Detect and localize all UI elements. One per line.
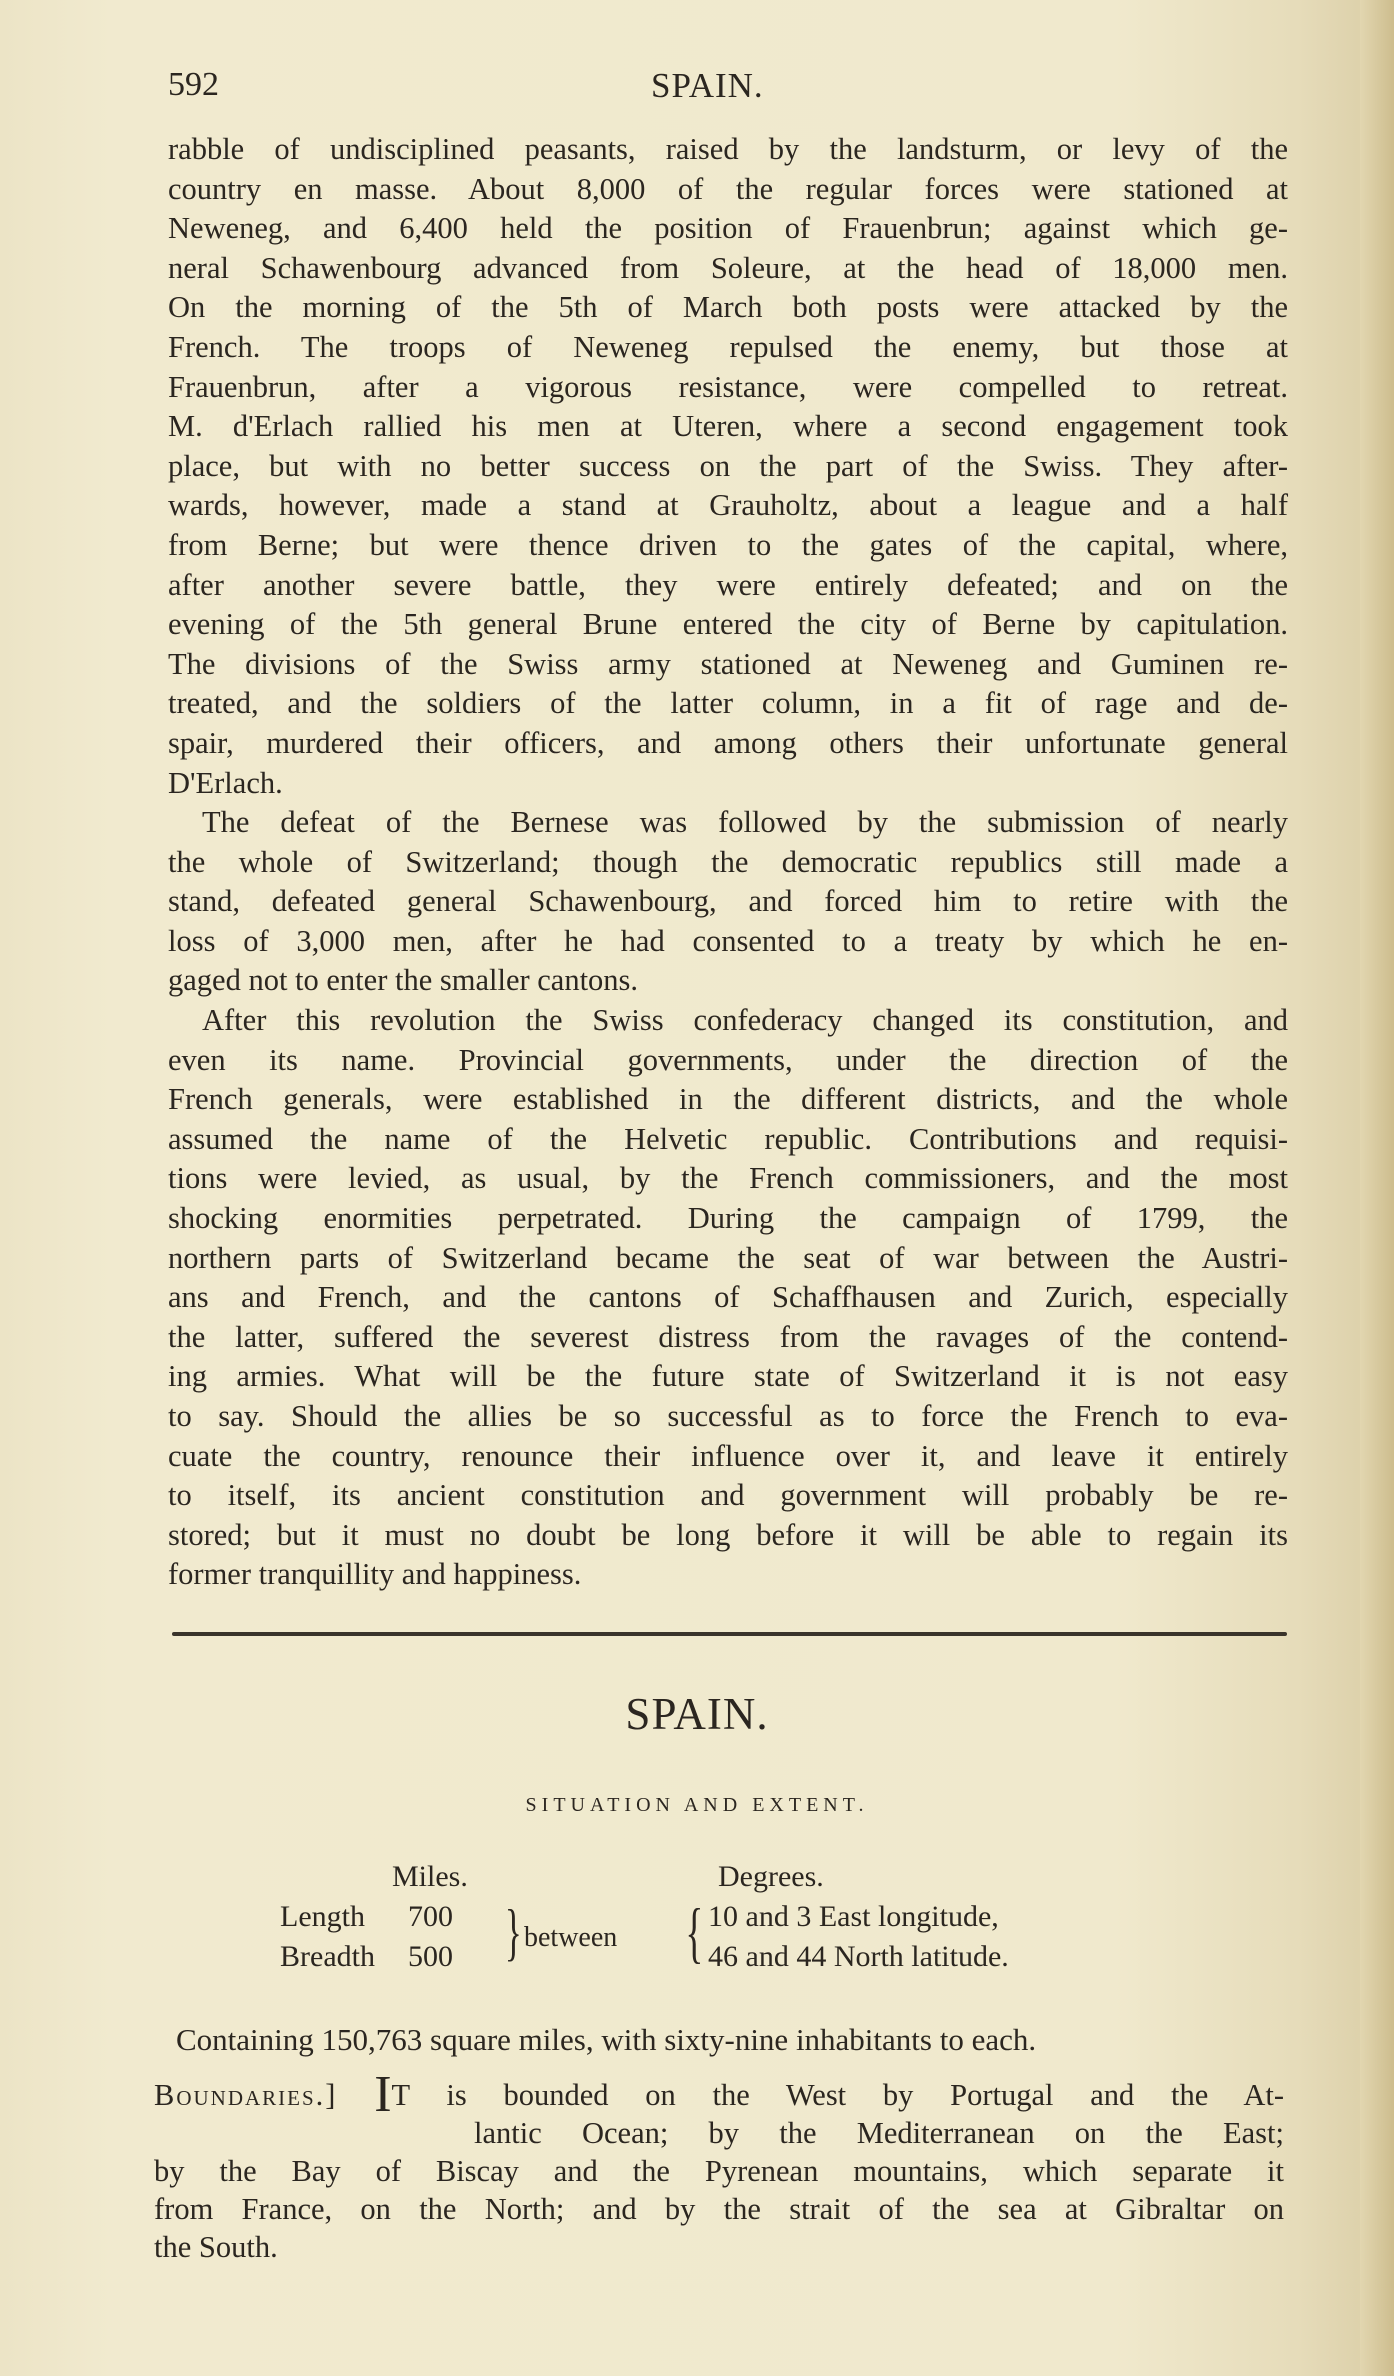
text-line: to itself, its ancient constitution and government will probably be re- <box>168 1478 1288 1513</box>
text-line: country en masse. About 8,000 of the regular forces were stationed at <box>168 171 1288 206</box>
text-line: D'Erlach. <box>168 765 283 800</box>
latitude-range: 46 and 44 North latitude. <box>708 1940 1009 1973</box>
length-miles: 700 <box>408 1900 453 1933</box>
paragraph-2 <box>168 803 1288 1001</box>
text-line: cuate the country, renounce their influence over it, and leave it entirely <box>168 1438 1288 1473</box>
text-line: the latter, suffered the severest distress from the ravages of the contend- <box>168 1319 1288 1354</box>
breadth-label: Breadth <box>280 1940 375 1973</box>
between-label: between <box>524 1922 618 1953</box>
text-line: ans and French, and the cantons of Schaffhausen and Zurich, especially <box>168 1280 1288 1315</box>
text-line <box>154 2066 1284 2123</box>
length-label: Length <box>280 1900 365 1933</box>
text-line: evening of the 5th general Brune entered the city of Berne by capitulation. <box>168 607 1288 642</box>
text-line: French generals, were established in the different districts, and the whole <box>168 1082 1288 1117</box>
text-line: The divisions of the Swiss army stationed at Neweneg and Guminen re- <box>168 646 1288 681</box>
text-line: rabble of undisciplined peasants, raised by the landsturm, or levy of the <box>168 132 1288 166</box>
text-line: gaged not to enter the smaller cantons. <box>168 963 639 998</box>
boundaries-paragraph <box>154 2066 1284 2266</box>
text-line: spair, murdered their officers, and among others their unfortunate general <box>168 725 1288 760</box>
boundaries-line-1: T is bounded on the West by Portugal and the At- <box>391 2078 1284 2112</box>
text-line: treated, and the soldiers of the latter column, in a fit of rage and de- <box>168 686 1288 721</box>
text-line: On the morning of the 5th of March both posts were attacked by the <box>168 290 1288 325</box>
section-divider <box>172 1632 1287 1636</box>
text-line: tions were levied, as usual, by the French commissioners, and the most <box>168 1161 1288 1196</box>
page-number: 592 <box>168 66 219 103</box>
text-line: stand, defeated general Schawenbourg, and forced him to retire with the <box>168 884 1288 919</box>
text-line: even its name. Provincial governments, under the direction of the <box>168 1042 1288 1077</box>
paragraph-1 <box>168 130 1288 803</box>
text-line: from Berne; but were thence driven to the gates of the capital, where, <box>168 527 1288 562</box>
text-line: Neweneg, and 6,400 held the position of Frauenbrun; against which ge- <box>168 211 1288 246</box>
text-line: to say. Should the allies be so successful as to force the French to eva- <box>168 1399 1288 1433</box>
area-statement: Containing 150,763 square miles, with sixty-nine inhabitants to each. <box>176 2022 1037 2057</box>
page-edge <box>1360 0 1394 2376</box>
text-line: former tranquillity and happiness. <box>168 1557 582 1592</box>
body-text <box>168 130 1288 1595</box>
text-line: shocking enormities perpetrated. During the campaign of 1799, the <box>168 1201 1288 1236</box>
text-line: The defeat of the Bernese was followed by the submission of nearly <box>202 805 1288 840</box>
text-line: assumed the name of the Helvetic republic. Contributions and requisi- <box>168 1121 1288 1156</box>
section-heading: SPAIN. <box>625 1689 769 1739</box>
text-line: ing armies. What will be the future state of Switzerland it is not easy <box>168 1359 1288 1394</box>
text-line: wards, however, made a stand at Grauholtz, about a league and a half <box>168 488 1288 523</box>
paragraph-3 <box>168 1001 1288 1595</box>
running-title: SPAIN. <box>651 66 764 105</box>
text-line: loss of 3,000 men, after he had consented to a treaty by which he en- <box>168 923 1288 958</box>
boundaries-label: Boundaries.] <box>154 2078 338 2112</box>
left-brace-icon: { <box>685 1894 704 1970</box>
text-line: M. d'Erlach rallied his men at Uteren, where a second engagement took <box>168 409 1288 444</box>
text-line: neral Schawenbourg advanced from Soleure, at the head of 18,000 men. <box>168 250 1288 285</box>
text-line: lantic Ocean; by the Mediterranean on the East; <box>474 2116 1284 2150</box>
extent-table <box>262 1860 1162 2000</box>
text-line: northern parts of Switzerland became the seat of war between the Austri- <box>168 1240 1288 1275</box>
text-line: after another severe battle, they were entirely defeated; and on the <box>168 567 1288 602</box>
drop-cap: I <box>374 2066 392 2123</box>
miles-column-header: Miles. <box>392 1860 468 1893</box>
text-line: After this revolution the Swiss confederacy changed its constitution, and <box>202 1003 1288 1038</box>
longitude-range: 10 and 3 East longitude, <box>708 1900 999 1933</box>
page-header <box>168 66 1288 116</box>
text-line: French. The troops of Neweneg repulsed the enemy, but those at <box>168 329 1288 364</box>
text-line: stored; but it must no doubt be long before it will be able to regain its <box>168 1517 1288 1552</box>
text-line: by the Bay of Biscay and the Pyrenean mountains, which separate it <box>154 2154 1284 2188</box>
breadth-miles: 500 <box>408 1940 453 1973</box>
text-line: the whole of Switzerland; though the democratic republics still made a <box>168 844 1288 879</box>
right-brace-icon: } <box>504 1896 522 1967</box>
text-line: from France, on the North; and by the strait of the sea at Gibraltar on <box>154 2192 1284 2226</box>
text-line: place, but with no better success on the part of the Swiss. They after- <box>168 448 1288 483</box>
degrees-column-header: Degrees. <box>718 1860 824 1893</box>
text-line: Frauenbrun, after a vigorous resistance, were compelled to retreat. <box>168 369 1288 404</box>
text-line: the South. <box>154 2230 278 2264</box>
section-subheading: SITUATION AND EXTENT. <box>525 1794 869 1816</box>
